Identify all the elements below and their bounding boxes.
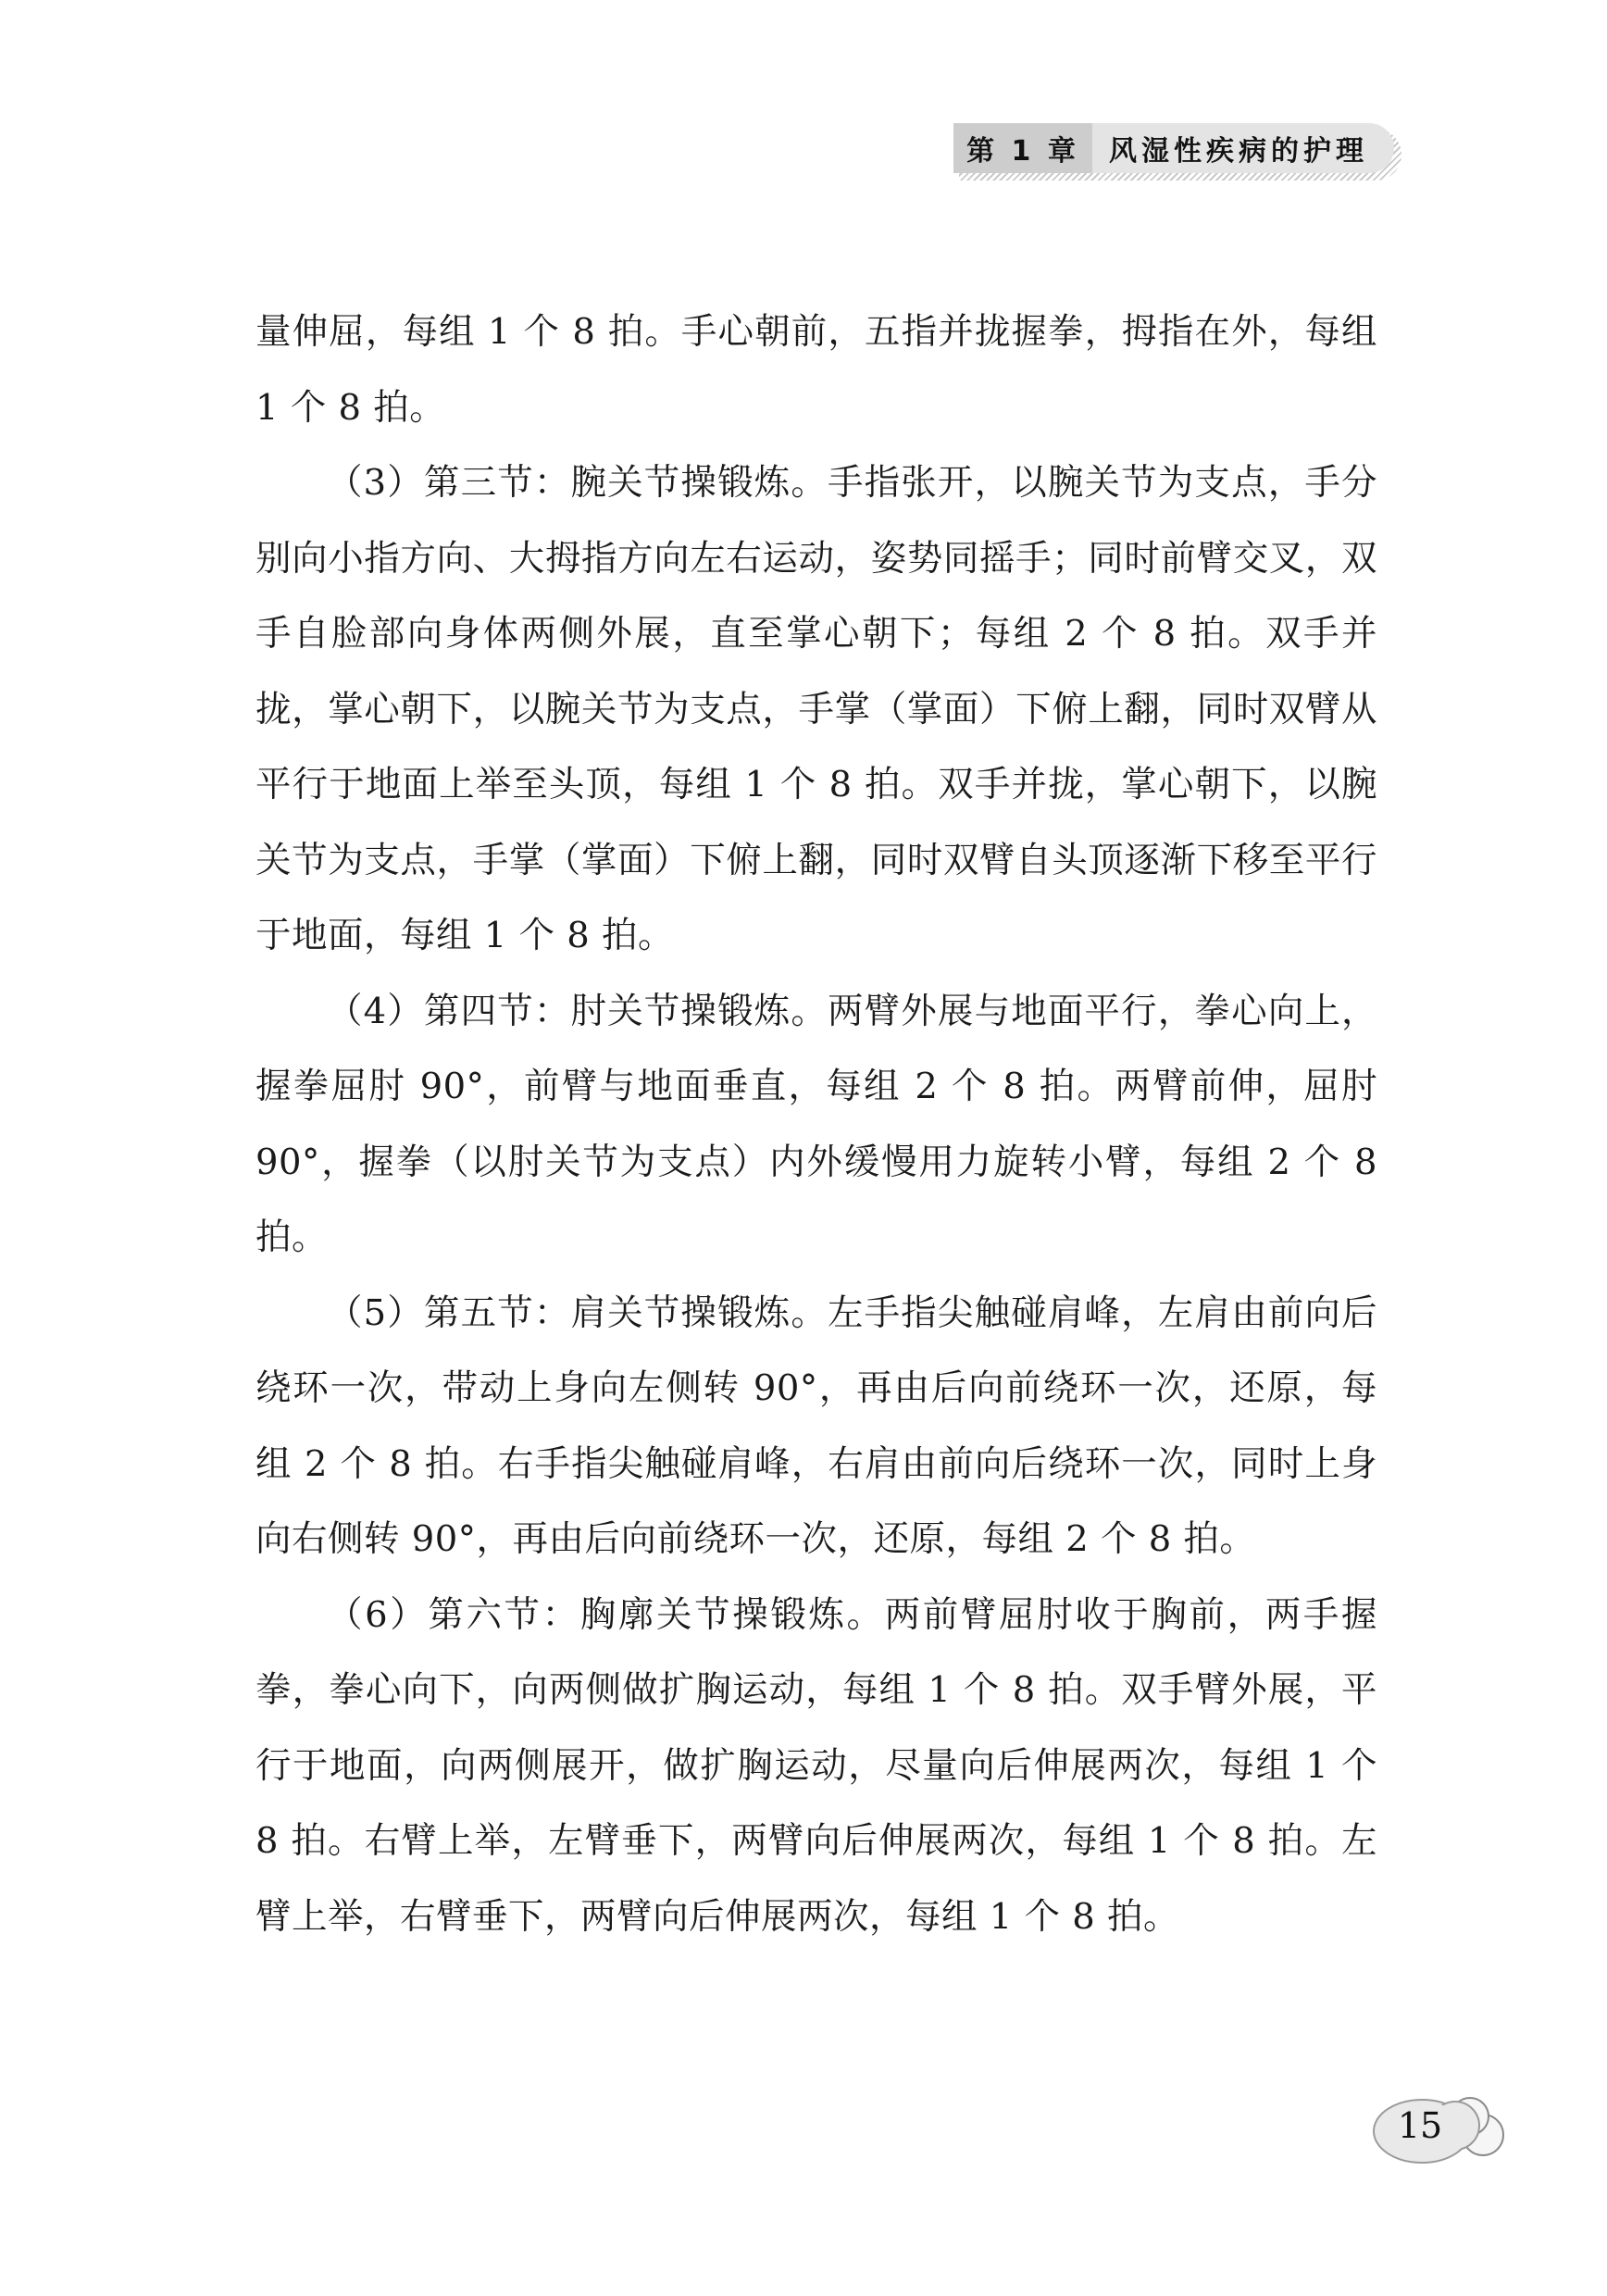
paragraph-section-5: （5）第五节：肩关节操锻炼。左手指尖触碰肩峰，左肩由前向后绕环一次，带动上身向左侧转 90°，再由后向前绕环一次，还原，每组 2 个 8 拍。右手指尖触碰肩峰，右肩由前向后绕环一次，同时上身向右侧转 90°，再由后向前绕环一次，还原，每组 2 个 8 拍。: [255, 1292, 1377, 1560]
paragraph-section-3: （3）第三节：腕关节操锻炼。手指张开，以腕关节为支点，手分别向小指方向、大拇指方向左右运动，姿势同摇手；同时前臂交叉，双手自脸部向身体两侧外展，直至掌心朝下；每组 2 个 8 拍。双手并拢，掌心朝下，以腕关节为支点，手掌（掌面）下俯上翻，同时双臂从平行于地面上举至头顶，每组 1 个 8 拍。双手并拢，掌心朝下，以腕关节为支点，手掌（掌面）下俯上翻，同时双臂自头顶逐渐下移至平行于地面，每组 1 个 8 拍。: [255, 462, 1377, 956]
chapter-title: 风湿性疾病的护理: [1109, 135, 1368, 168]
running-header: [953, 123, 1407, 181]
page-number: 15: [1397, 2105, 1443, 2146]
paragraph-section-4: （4）第四节：肘关节操锻炼。两臂外展与地面平行，拳心向上，握拳屈肘 90°，前臂与地面垂直，每组 2 个 8 拍。两臂前伸，屈肘 90°，握拳（以肘关节为支点）内外缓慢用力旋转小臂，每组 2 个 8 拍。: [255, 990, 1377, 1258]
paragraph-section-6: （6）第六节：胸廓关节操锻炼。两前臂屈肘收于胸前，两手握拳，拳心向下，向两侧做扩胸运动，每组 1 个 8 拍。双手臂外展，平行于地面，向两侧展开，做扩胸运动，尽量向后伸展两次，每组 1 个 8 拍。右臂上举，左臂垂下，两臂向后伸展两次，每组 1 个 8 拍。左臂上举，右臂垂下，两臂向后伸展两次，每组 1 个 8 拍。: [255, 1593, 1377, 1938]
page-number-badge: [1370, 2081, 1509, 2174]
chapter-label: 第 1 章: [953, 123, 1092, 173]
paragraph-continuation: 量伸屈，每组 1 个 8 拍。手心朝前，五指并拢握拳，拇指在外，每组 1 个 8 拍。: [255, 311, 1377, 429]
body-text: [255, 294, 1377, 1954]
header-tab: [953, 123, 1394, 173]
